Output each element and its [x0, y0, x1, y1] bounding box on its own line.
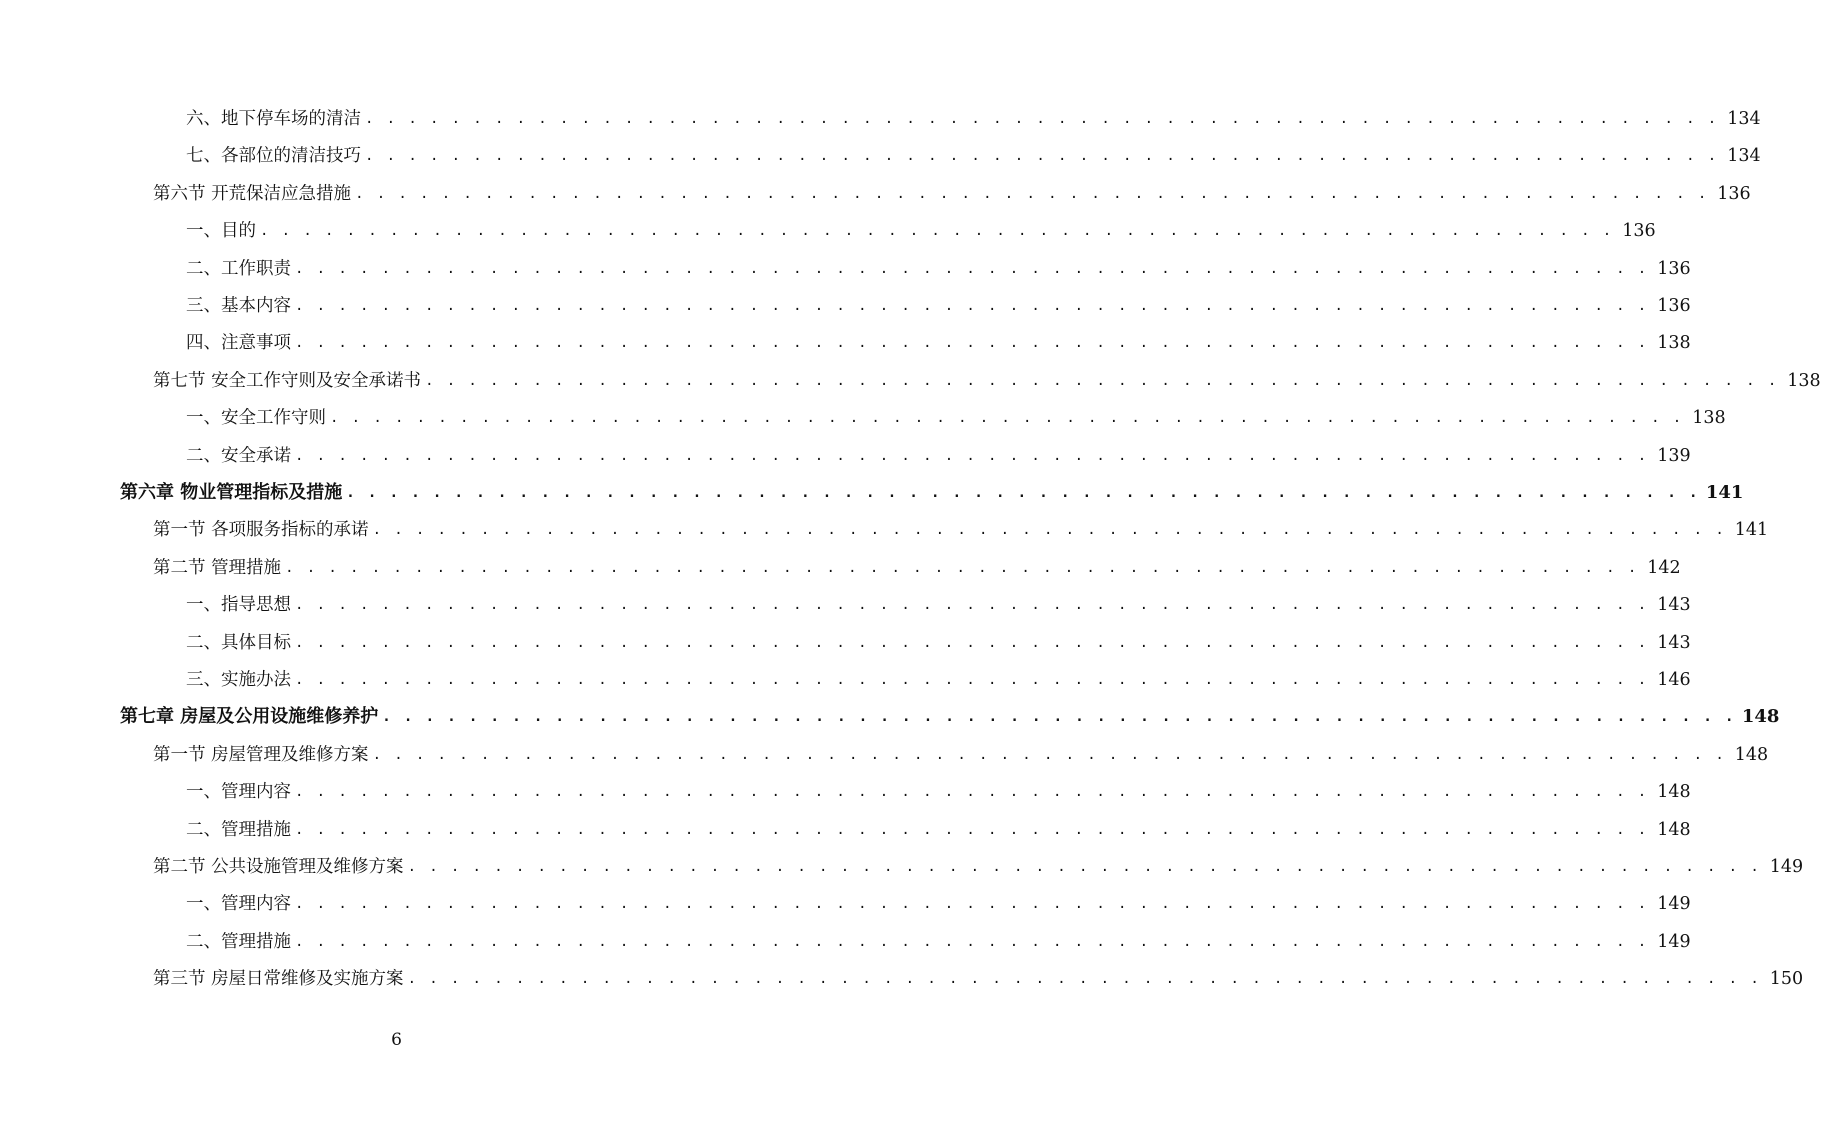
toc-entry-page: 143: [1657, 595, 1691, 616]
toc-entry-page: 138: [1692, 408, 1726, 429]
toc-entry-page: 134: [1727, 109, 1761, 129]
toc-entry-page: 142: [1647, 557, 1681, 578]
toc-dot-leader: . . . . . . . . . . . . . . . . . . . . . . . . . . . . . . . . . . . . . . . . . . . . . . . . . . . . . . . . . . . . . . .: [295, 896, 1649, 913]
toc-chapter-entry: [120, 478, 1744, 508]
toc-subsection-entry: [186, 291, 1691, 321]
toc-entry-label: 一、管理内容: [186, 894, 291, 915]
toc-entry-label: 二、工作职责: [186, 258, 291, 279]
toc-dot-leader: . . . . . . . . . . . . . . . . . . . . . . . . . . . . . . . . . . . . . . . . . . . . . . . . . . . . . . . . . . . . . . .: [295, 335, 1649, 352]
toc-entry-page: 138: [1657, 333, 1691, 354]
toc-entry-label: 第三节 房屋日常维修及实施方案: [153, 969, 404, 990]
toc-section-entry: [153, 852, 1804, 882]
toc-section-entry: [153, 179, 1751, 209]
toc-entry-label: 二、安全承诺: [186, 445, 291, 466]
toc-entry-page: 148: [1741, 706, 1780, 728]
toc-entry-label: 一、目的: [186, 221, 256, 242]
toc-entry-label: 七、各部位的清洁技巧: [186, 146, 361, 167]
toc-entry-label: 三、实施办法: [186, 670, 291, 690]
toc-subsection-entry: [186, 927, 1691, 957]
toc-subsection-entry: [186, 216, 1656, 246]
toc-entry-page: 136: [1717, 183, 1751, 204]
toc-entry-page: 136: [1657, 296, 1691, 316]
toc-dot-leader: . . . . . . . . . . . . . . . . . . . . . . . . . . . . . . . . . . . . . . . . . . . . . . . . . . . . . . . . . . . . . . .: [346, 485, 1700, 501]
toc-subsection-entry: [186, 889, 1691, 919]
toc-entry-page: 148: [1657, 782, 1691, 803]
toc-entry-label: 三、基本内容: [186, 296, 291, 316]
toc-dot-leader: . . . . . . . . . . . . . . . . . . . . . . . . . . . . . . . . . . . . . . . . . . . . . . . . . . . . . . . . . . . . . . .: [355, 185, 1709, 202]
toc-dot-leader: . . . . . . . . . . . . . . . . . . . . . . . . . . . . . . . . . . . . . . . . . . . . . . . . . . . . . . . . . . . . . . .: [295, 597, 1649, 614]
toc-entry-label: 一、指导思想: [186, 595, 291, 616]
page-number: 6: [391, 1030, 402, 1050]
toc-entry-page: 136: [1622, 221, 1656, 242]
toc-subsection-entry: [186, 328, 1691, 358]
toc-chapter-entry: [120, 702, 1780, 732]
toc-dot-leader: . . . . . . . . . . . . . . . . . . . . . . . . . . . . . . . . . . . . . . . . . . . . . . . . . . . . . . . . . . . . . . .: [425, 372, 1779, 389]
toc-dot-leader: . . . . . . . . . . . . . . . . . . . . . . . . . . . . . . . . . . . . . . . . . . . . . . . . . . . . . . . . . . . . . . .: [372, 746, 1727, 763]
toc-dot-leader: . . . . . . . . . . . . . . . . . . . . . . . . . . . . . . . . . . . . . . . . . . . . . . . . . . . . . . . . . . . . . . .: [407, 859, 1762, 875]
toc-subsection-entry: [186, 777, 1691, 807]
toc-entry-page: 149: [1769, 857, 1804, 877]
toc-entry-label: 第二节 管理措施: [153, 557, 282, 578]
toc-subsection-entry: [186, 104, 1761, 134]
toc-entry-page: 134: [1727, 146, 1761, 167]
toc-subsection-entry: [186, 403, 1726, 433]
toc-entry-page: 141: [1734, 520, 1769, 541]
toc-entry-page: 143: [1657, 632, 1691, 653]
toc-subsection-entry: [186, 815, 1691, 845]
toc-entry-label: 第六节 开荒保洁应急措施: [153, 183, 352, 204]
toc-entry-page: 149: [1657, 931, 1691, 952]
toc-entry-page: 136: [1657, 258, 1691, 279]
toc-subsection-entry: [186, 590, 1691, 620]
toc-entry-label: 二、管理措施: [186, 931, 291, 952]
toc-subsection-entry: [186, 254, 1691, 284]
toc-entry-label: 第七节 安全工作守则及安全承诺书: [153, 370, 422, 391]
toc-dot-leader: . . . . . . . . . . . . . . . . . . . . . . . . . . . . . . . . . . . . . . . . . . . . . . . . . . . . . . . . . . . . . . .: [295, 672, 1649, 688]
toc-entry-page: 148: [1734, 744, 1769, 765]
toc-subsection-entry: [186, 141, 1761, 171]
toc-entry-label: 二、具体目标: [186, 632, 291, 653]
toc-entry-label: 六、地下停车场的清洁: [186, 109, 361, 129]
toc-dot-leader: . . . . . . . . . . . . . . . . . . . . . . . . . . . . . . . . . . . . . . . . . . . . . . . . . . . . . . . . . . . . . . .: [365, 148, 1719, 165]
toc-dot-leader: . . . . . . . . . . . . . . . . . . . . . . . . . . . . . . . . . . . . . . . . . . . . . . . . . . . . . . . . . . . . . . .: [295, 933, 1649, 950]
toc-dot-leader: . . . . . . . . . . . . . . . . . . . . . . . . . . . . . . . . . . . . . . . . . . . . . . . . . . . . . . . . . . . . . . .: [295, 260, 1649, 277]
toc-dot-leader: . . . . . . . . . . . . . . . . . . . . . . . . . . . . . . . . . . . . . . . . . . . . . . . . . . . . . . . . . . . . . . .: [260, 223, 1614, 240]
toc-subsection-entry: [186, 441, 1691, 471]
toc-entry-label: 第六章 物业管理指标及措施: [120, 482, 343, 503]
toc-section-entry: [153, 515, 1769, 545]
toc-entry-label: 一、管理内容: [186, 782, 291, 803]
toc-dot-leader: . . . . . . . . . . . . . . . . . . . . . . . . . . . . . . . . . . . . . . . . . . . . . . . . . . . . . . . . . . . . . . .: [372, 522, 1727, 539]
toc-dot-leader: . . . . . . . . . . . . . . . . . . . . . . . . . . . . . . . . . . . . . . . . . . . . . . . . . . . . . . . . . . . . . . .: [285, 559, 1639, 576]
toc-entry-label: 一、安全工作守则: [186, 408, 326, 429]
toc-dot-leader: . . . . . . . . . . . . . . . . . . . . . . . . . . . . . . . . . . . . . . . . . . . . . . . . . . . . . . . . . . . . . . .: [365, 111, 1719, 127]
toc-entry-label: 二、管理措施: [186, 819, 291, 840]
toc-dot-leader: . . . . . . . . . . . . . . . . . . . . . . . . . . . . . . . . . . . . . . . . . . . . . . . . . . . . . . . . . . . . . . .: [295, 298, 1649, 314]
toc-dot-leader: . . . . . . . . . . . . . . . . . . . . . . . . . . . . . . . . . . . . . . . . . . . . . . . . . . . . . . . . . . . . . . .: [295, 634, 1649, 651]
toc-dot-leader: . . . . . . . . . . . . . . . . . . . . . . . . . . . . . . . . . . . . . . . . . . . . . . . . . . . . . . . . . . . . . . .: [330, 410, 1684, 427]
toc-section-entry: [153, 553, 1681, 583]
toc-entry-page: 146: [1657, 670, 1691, 690]
toc-entry-page: 141: [1705, 482, 1744, 503]
toc-section-entry: [153, 740, 1769, 770]
toc-entry-label: 第一节 各项服务指标的承诺: [153, 520, 369, 541]
toc-dot-leader: . . . . . . . . . . . . . . . . . . . . . . . . . . . . . . . . . . . . . . . . . . . . . . . . . . . . . . . . . . . . . . .: [295, 784, 1649, 801]
toc-dot-leader: . . . . . . . . . . . . . . . . . . . . . . . . . . . . . . . . . . . . . . . . . . . . . . . . . . . . . . . . . . . . . . .: [407, 971, 1762, 988]
toc-entry-page: 139: [1657, 445, 1691, 466]
toc-subsection-entry: [186, 628, 1691, 658]
toc-dot-leader: . . . . . . . . . . . . . . . . . . . . . . . . . . . . . . . . . . . . . . . . . . . . . . . . . . . . . . . . . . . . . . .: [295, 447, 1649, 464]
toc-entry-page: 148: [1657, 819, 1691, 840]
toc-entry-page: 138: [1787, 370, 1821, 391]
toc-dot-leader: . . . . . . . . . . . . . . . . . . . . . . . . . . . . . . . . . . . . . . . . . . . . . . . . . . . . . . . . . . . . . . .: [382, 709, 1736, 726]
toc-section-entry: [153, 366, 1821, 396]
toc-entry-label: 第一节 房屋管理及维修方案: [153, 744, 369, 765]
toc-entry-page: 150: [1769, 969, 1804, 990]
toc-entry-label: 第二节 公共设施管理及维修方案: [153, 857, 404, 877]
toc-subsection-entry: [186, 665, 1691, 695]
toc-dot-leader: . . . . . . . . . . . . . . . . . . . . . . . . . . . . . . . . . . . . . . . . . . . . . . . . . . . . . . . . . . . . . . .: [295, 821, 1649, 838]
toc-entry-label: 第七章 房屋及公用设施维修养护: [120, 706, 379, 728]
toc-entry-label: 四、注意事项: [186, 333, 291, 354]
toc-section-entry: [153, 964, 1804, 994]
toc-entry-page: 149: [1657, 894, 1691, 915]
